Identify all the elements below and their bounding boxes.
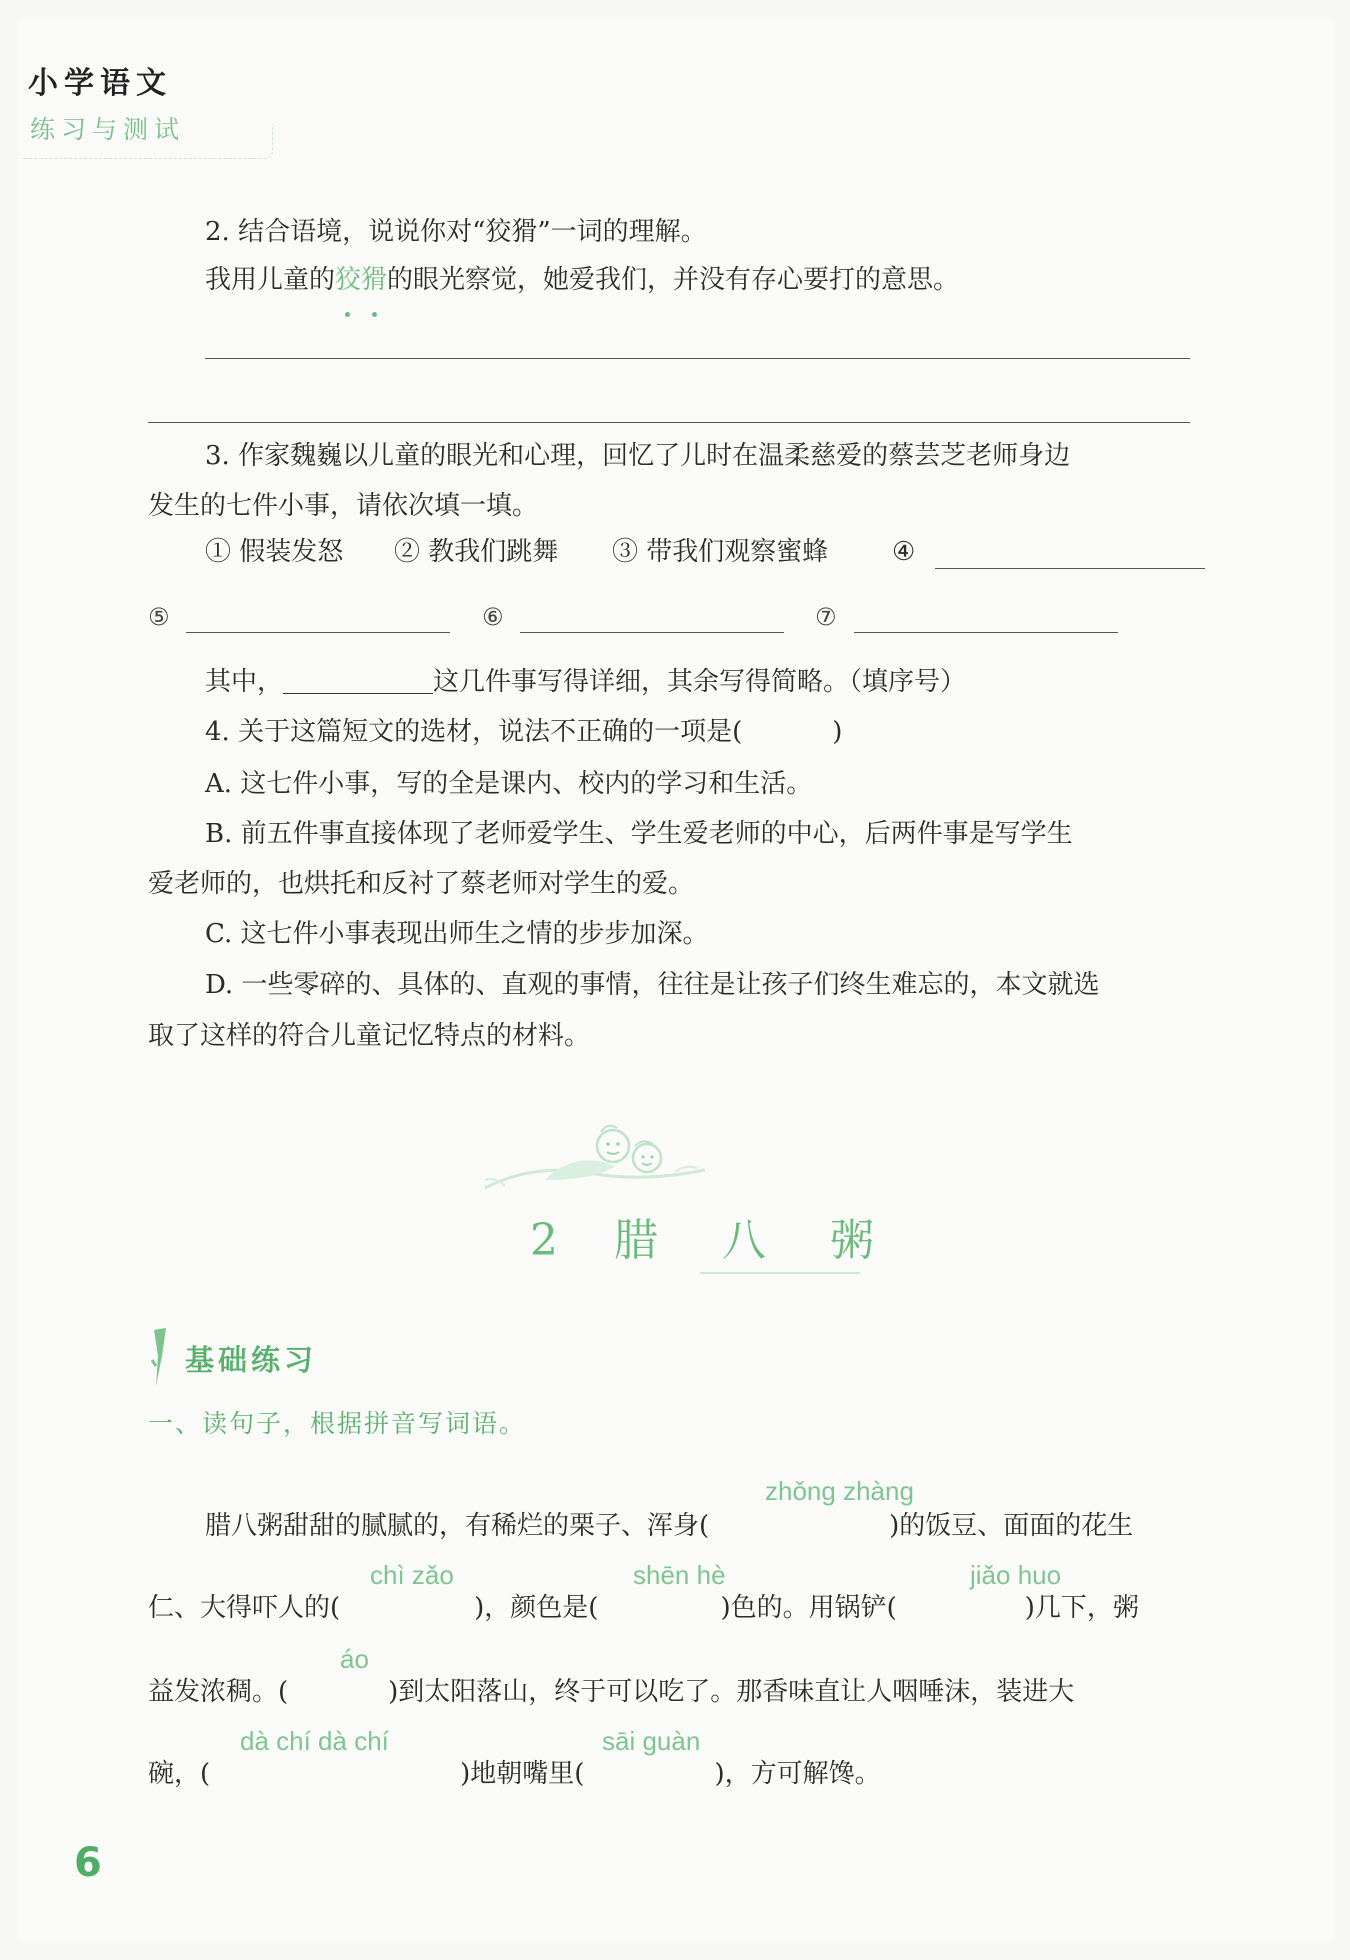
q4-prompt-close: ) (832, 717, 843, 747)
kids-vine-illustration (475, 1110, 715, 1200)
q2-sentence-before: 我用儿童的 (205, 265, 336, 295)
q2-prompt: 2. 结合语境，说说你对“狡猾”一词的理解。 (205, 217, 707, 247)
exercise-text: 碗，( (148, 1759, 211, 1789)
q3-fill-prefix: 其中， (205, 667, 284, 697)
exercise-text: )到太阳落山，终于可以吃了。那香味直让人咽唾沫，装进大 (388, 1677, 1075, 1707)
q3-blank-5[interactable] (186, 632, 450, 633)
exercise-line-3 (148, 1672, 1074, 1712)
q4-option-a: A. 这七件小事，写的全是课内、校内的学习和生活。 (205, 769, 813, 799)
q4-option-b-line1: B. 前五件事直接体现了老师爱学生、学生爱老师的中心，后两件事是写学生 (205, 819, 1073, 849)
q3-item-3: ③ 带我们观察蜜蜂 (612, 537, 829, 567)
exercise-text: )色的。用锅铲( (720, 1593, 897, 1623)
answer-line[interactable] (148, 422, 1190, 423)
q2-sentence-after: 的眼光察觉，她爱我们，并没有存心要打的意思。 (387, 265, 960, 295)
series-title: 小学语文 (28, 66, 172, 101)
q2-word-text: 狡猾 (335, 265, 388, 295)
pinyin-6: dà chí dà chí (240, 1726, 389, 1756)
exercise-text: )的饭豆、面面的花生 (889, 1511, 1134, 1541)
exercise-text: )，方可解馋。 (714, 1759, 881, 1789)
pinyin-1: zhǒng zhàng (765, 1476, 914, 1506)
lesson-char-1: 腊 (614, 1215, 660, 1266)
q3-line1: 3. 作家魏巍以儿童的眼光和心理，回忆了儿时在温柔慈爱的蔡芸芝老师身边 (205, 441, 1071, 471)
lesson-title (530, 1204, 876, 1268)
exercise-line-4 (148, 1754, 881, 1794)
q4-prompt-text: 4. 关于这篇短文的选材，说法不正确的一项是( (205, 717, 743, 747)
pinyin-4: jiǎo huo (970, 1560, 1062, 1590)
q4-option-d-line1: D. 一些零碎的、具体的、直观的事情，往往是让孩子们终生难忘的，本文就选 (205, 970, 1100, 1000)
pinyin-2: chì zǎo (370, 1560, 454, 1590)
q3-item-2: ② 教我们跳舞 (394, 537, 559, 567)
q4-option-c: C. 这七件小事表现出师生之情的步步加深。 (205, 919, 709, 949)
exercise-line-1 (205, 1506, 1133, 1546)
q3-fill-line (205, 662, 966, 702)
exercise-text: )几下，粥 (1024, 1593, 1139, 1623)
lesson-char-2: 八 (722, 1215, 768, 1266)
page-number: 6 (74, 1840, 102, 1886)
section-heading: 基础练习 (185, 1343, 318, 1377)
q3-line2: 发生的七件小事，请依次填一填。 (148, 491, 539, 521)
emphasis-dot (372, 312, 377, 317)
q3-blank-7[interactable] (854, 632, 1118, 633)
pinyin-3: shēn hè (633, 1560, 726, 1590)
q2-emphasized-word (335, 265, 387, 295)
q3-item-4: ④ (892, 537, 916, 567)
q3-label-6: ⑥ (482, 603, 504, 631)
q3-order-blank[interactable] (283, 665, 433, 694)
q3-item-1: ① 假装发怒 (205, 537, 344, 567)
q3-label-7: ⑦ (815, 603, 837, 631)
series-subtitle: 练习与测试 (30, 115, 186, 144)
pinyin-7: sāi guàn (602, 1726, 701, 1756)
exercise-text: )，颜色是( (474, 1593, 599, 1623)
q2-sentence (205, 260, 959, 300)
q3-label-5: ⑤ (148, 603, 170, 631)
q4-option-d-line2: 取了这样的符合儿童记忆特点的材料。 (148, 1021, 591, 1051)
emphasis-dot (345, 312, 350, 317)
q3-blank-6[interactable] (520, 632, 784, 633)
lesson-number: 2 (530, 1215, 560, 1266)
q4-prompt (205, 712, 842, 752)
exercise-text: 仁、大得吓人的( (148, 1593, 341, 1623)
q4-option-b-line2: 爱老师的，也烘托和反衬了蔡老师对学生的爱。 (148, 869, 695, 899)
exercise-text: 腊八粥甜甜的腻腻的，有稀烂的栗子、浑身( (205, 1511, 710, 1541)
exercise-title: 一、读句子，根据拼音写词语。 (148, 1409, 527, 1438)
lesson-title-underline (700, 1272, 860, 1274)
pinyin-5: áo (340, 1644, 369, 1674)
exercise-line-2 (148, 1588, 1139, 1628)
pen-nib-icon (146, 1326, 172, 1388)
q3-blank-4[interactable] (935, 568, 1205, 569)
answer-line[interactable] (205, 358, 1190, 359)
q3-fill-suffix: 这几件事写得详细，其余写得简略。（填序号） (433, 667, 967, 697)
exercise-text: )地朝嘴里( (460, 1759, 585, 1789)
lesson-char-3: 粥 (830, 1215, 876, 1266)
exercise-text: 益发浓稠。( (148, 1677, 289, 1707)
